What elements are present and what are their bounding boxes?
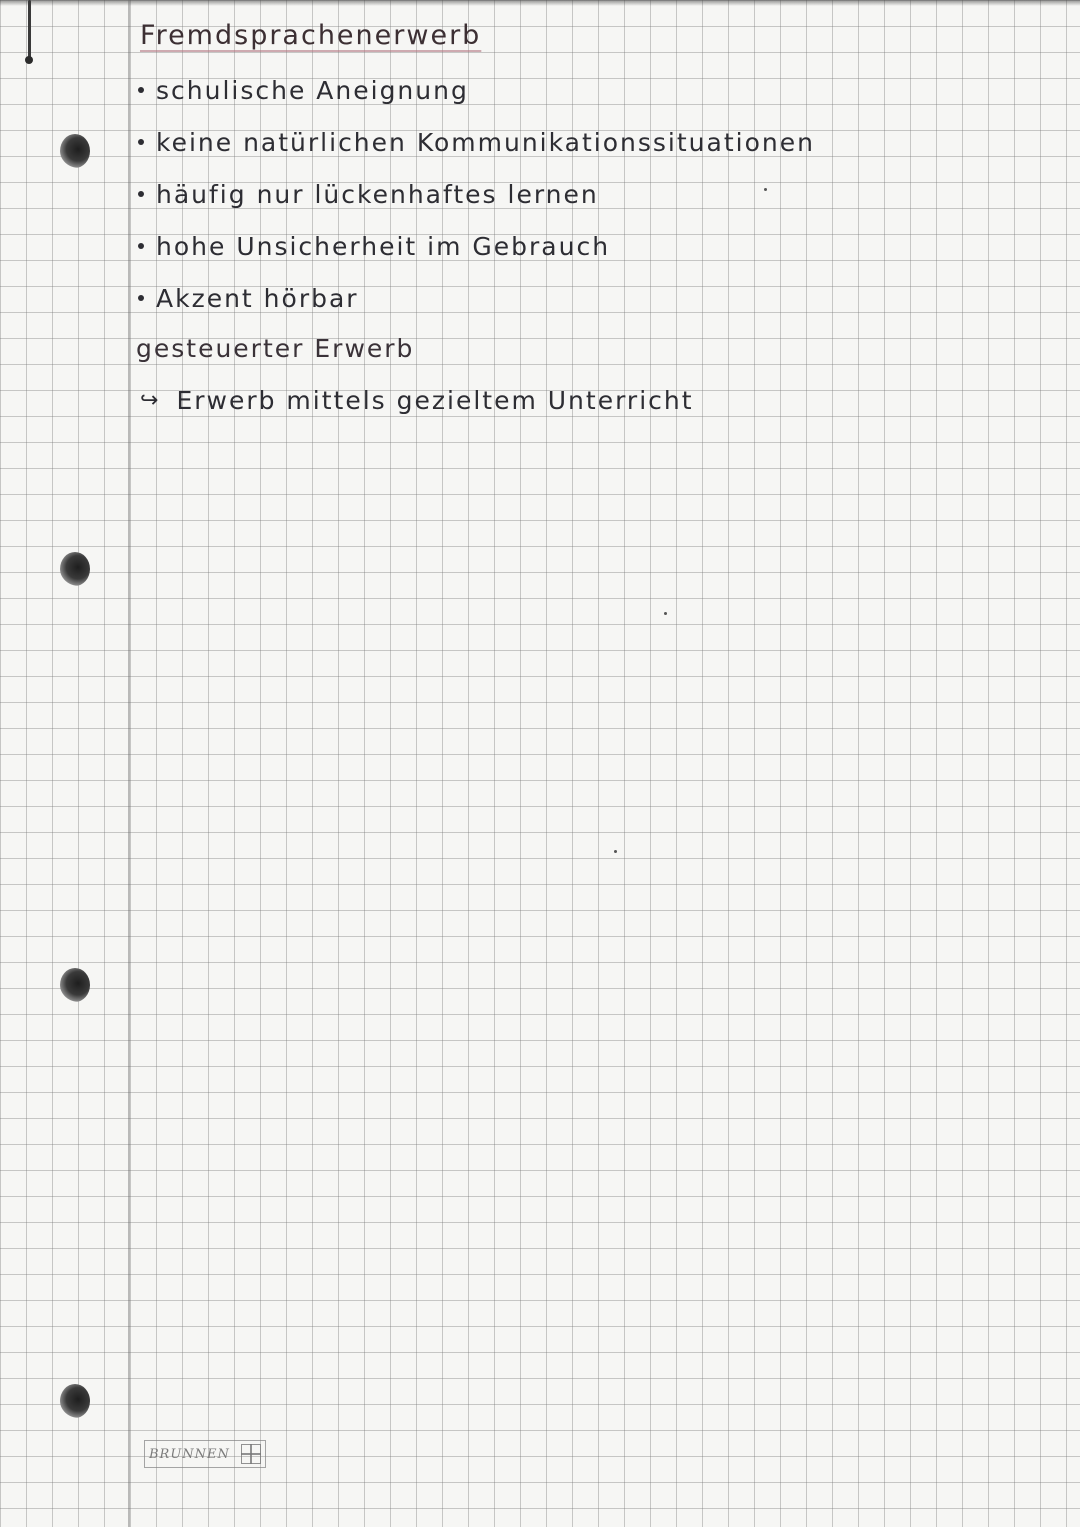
page-top-edge [0, 0, 1080, 6]
punch-hole-icon [60, 134, 90, 168]
list-item [138, 278, 359, 318]
arrow-icon: ↪ [140, 388, 159, 413]
section-heading: gesteuerter Erwerb [136, 334, 415, 363]
paper-speck [614, 850, 617, 853]
page-heading: Fremdsprachenerwerb [140, 20, 482, 51]
arrow-note-text: Erwerb mittels gezieltem Unterricht [176, 386, 694, 415]
list-item-text: schulische Aneignung [156, 75, 469, 105]
list-item-text: Akzent hörbar [156, 283, 359, 313]
bullet-icon [138, 295, 144, 301]
arrow-note [140, 386, 694, 415]
paper-speck [664, 612, 667, 615]
brand-stamp [144, 1440, 266, 1468]
paper-speck [764, 188, 767, 191]
punch-hole-icon [60, 968, 90, 1002]
list-item [138, 122, 815, 162]
punch-hole-icon [60, 552, 90, 586]
bullet-icon [138, 243, 144, 249]
punch-hole-icon [60, 1384, 90, 1418]
list-item [138, 226, 610, 266]
list-item-text: hohe Unsicherheit im Gebrauch [156, 231, 611, 261]
brand-name: BRUNNEN [149, 1446, 230, 1462]
list-item-text: keine natürlichen Kommunikationssituationen [156, 127, 815, 157]
bullet-icon [138, 191, 144, 197]
bullet-icon [138, 139, 144, 145]
list-item [138, 70, 469, 110]
ink-mark [28, 0, 31, 60]
margin-line [128, 0, 130, 1527]
brand-logo-icon [241, 1444, 261, 1464]
bullet-icon [138, 87, 144, 93]
list-item [138, 174, 599, 214]
list-item-text: häufig nur lückenhaftes lernen [156, 179, 599, 209]
